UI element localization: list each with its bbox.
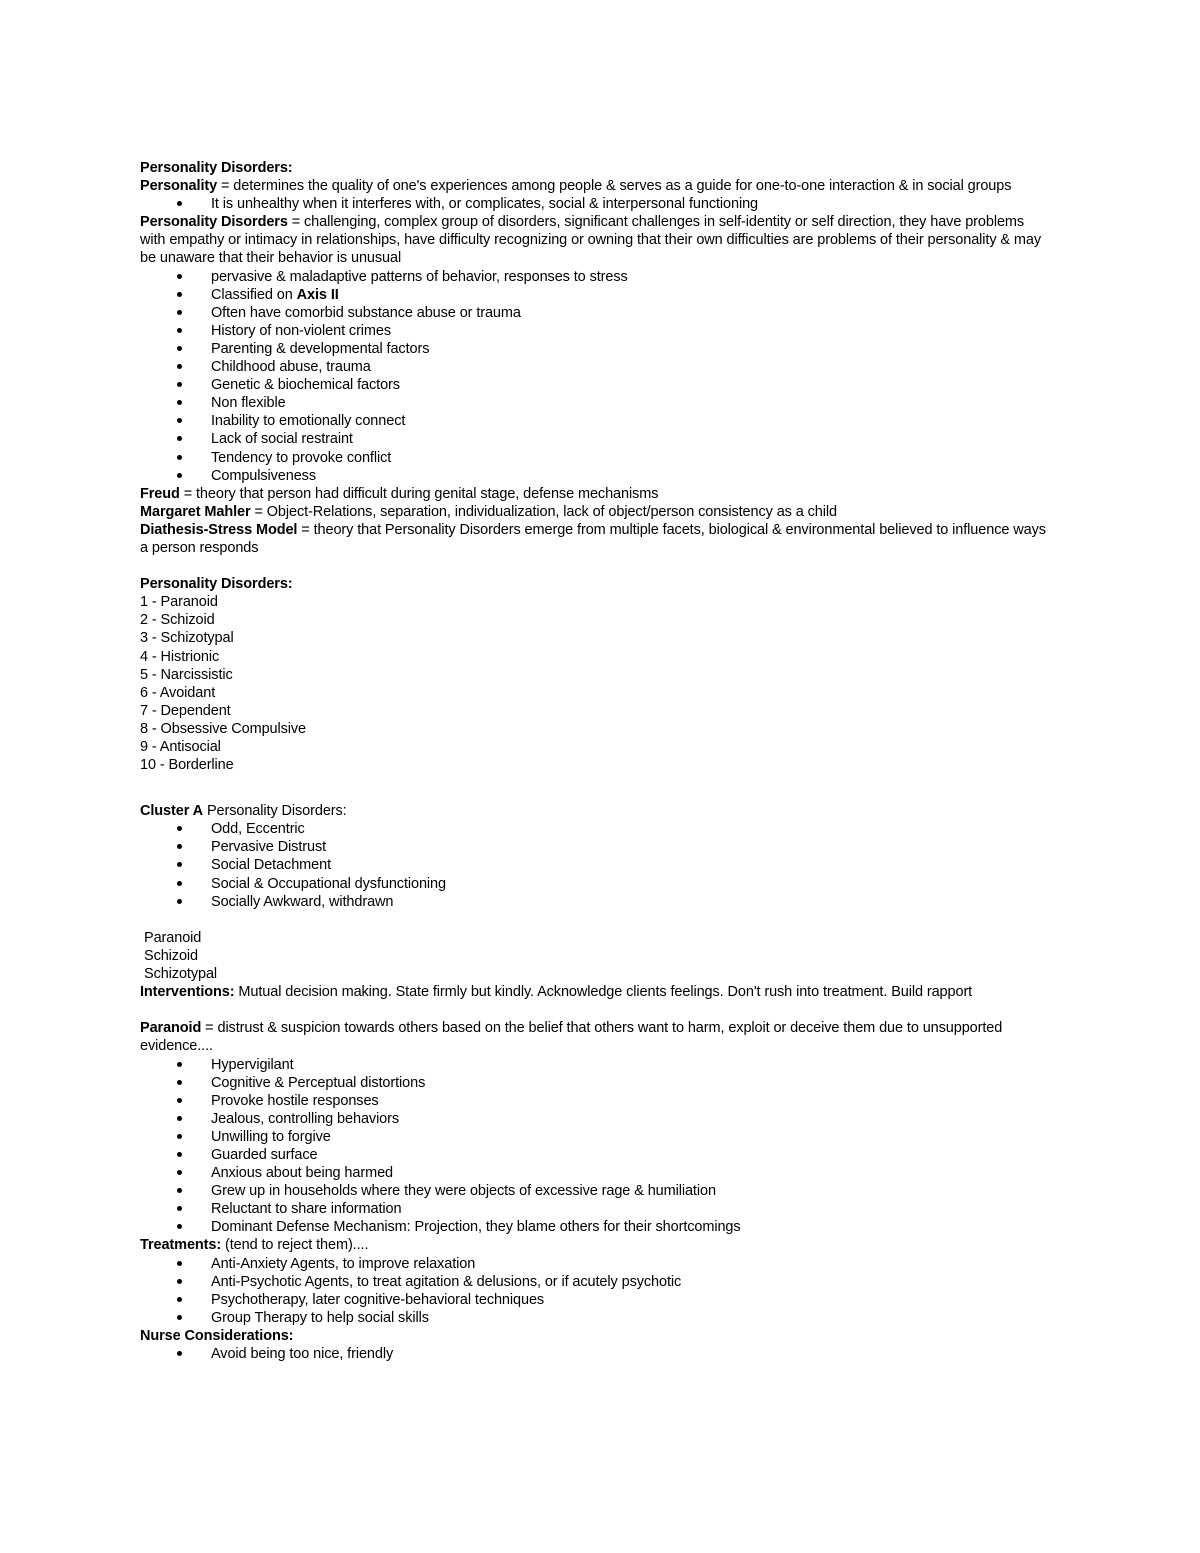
type-item: Paranoid (144, 929, 202, 946)
list-item: Avoid being too nice, friendly (140, 1345, 1050, 1363)
document-page (140, 159, 1050, 1363)
list-item: Provoke hostile responses (140, 1092, 1050, 1110)
list-item (140, 286, 1050, 304)
numbered-item: 3 - Schizotypal (140, 630, 234, 647)
bullet-list (140, 1255, 1050, 1327)
definition-text: Mutual decision making. State firmly but kindly. Acknowledge clients feelings. Don't rush into treatment. Build rapport (234, 984, 973, 1001)
heading-text: Personality Disorders: (203, 803, 347, 820)
list-item: Inability to emotionally connect (140, 412, 1050, 430)
list-item: Socially Awkward, withdrawn (140, 893, 1050, 911)
list-item: Lack of social restraint (140, 430, 1050, 448)
term: Personality Disorders (140, 214, 288, 231)
spacer (140, 911, 1050, 929)
list-item: Cognitive & Perceptual distortions (140, 1074, 1050, 1092)
term: Margaret Mahler (140, 503, 251, 520)
list-item: Jealous, controlling behaviors (140, 1110, 1050, 1128)
numbered-item: 7 - Dependent (140, 702, 231, 719)
list-item: It is unhealthy when it interferes with, or complicates, social & interpersonal functioning (140, 195, 1050, 213)
list-item: Non flexible (140, 394, 1050, 412)
term: Cluster A (140, 803, 204, 820)
definition-paranoid (140, 1019, 1050, 1055)
list-item: Grew up in households where they were objects of excessive rage & humiliation (140, 1182, 1050, 1200)
type-item: Schizotypal (144, 966, 218, 983)
list-item: Anxious about being harmed (140, 1164, 1050, 1182)
list-item: Reluctant to share information (140, 1200, 1050, 1218)
term: Paranoid (140, 1020, 202, 1037)
spacer (140, 774, 1050, 802)
definition-text: = determines the quality of one's experiences among people & serves as a guide for one-to-one interaction & in social groups (217, 178, 1012, 195)
definition-text: = theory that Personality Disorders emerge from multiple facets, biological & environmental believed to influence ways a person responds (140, 521, 1046, 556)
term: Treatments: (140, 1237, 222, 1254)
heading-text: (tend to reject them).... (221, 1237, 369, 1254)
list-item: Hypervigilant (140, 1056, 1050, 1074)
list-item: Odd, Eccentric (140, 820, 1050, 838)
list-item: Guarded surface (140, 1146, 1050, 1164)
bullet-list (140, 1056, 1050, 1237)
list-item: pervasive & maladaptive patterns of behavior, responses to stress (140, 268, 1050, 286)
spacer (140, 557, 1050, 575)
definition-text: = challenging, complex group of disorders, significant challenges in self-identity or self direction, they have problems with empathy or intimacy in relationships, have difficulty recognizing or owning that their own difficulties are problems of their personality & may be unaware that their behavior is unusual (140, 214, 1042, 267)
list-item: Social & Occupational dysfunctioning (140, 875, 1050, 893)
term: Diathesis-Stress Model (140, 521, 298, 538)
definition-mahler (140, 503, 1050, 521)
list-item: Childhood abuse, trauma (140, 358, 1050, 376)
term: Personality (140, 178, 218, 195)
numbered-item: 8 - Obsessive Compulsive (140, 720, 307, 737)
definition-freud (140, 485, 1050, 503)
definition-personality-disorders (140, 213, 1050, 267)
list-item: Often have comorbid substance abuse or trauma (140, 304, 1050, 322)
term: Interventions: (140, 984, 235, 1001)
numbered-item: 6 - Avoidant (140, 684, 216, 701)
numbered-item: 5 - Narcissistic (140, 666, 233, 683)
numbered-item: 1 - Paranoid (140, 594, 218, 611)
list-item-text: Classified on (211, 286, 297, 303)
list-item: Tendency to provoke conflict (140, 449, 1050, 467)
list-item: Group Therapy to help social skills (140, 1309, 1050, 1327)
nurse-considerations-heading: Nurse Considerations: (140, 1327, 294, 1344)
list-item: History of non-violent crimes (140, 322, 1050, 340)
section-heading: Personality Disorders: (140, 160, 293, 176)
list-item: Anti-Anxiety Agents, to improve relaxation (140, 1255, 1050, 1273)
interventions (140, 983, 1050, 1001)
definition-diathesis-stress (140, 521, 1050, 557)
definition-text: = theory that person had difficult during genital stage, defense mechanisms (179, 485, 659, 502)
list-item: Dominant Defense Mechanism: Projection, they blame others for their shortcomings (140, 1218, 1050, 1236)
numbered-item: 4 - Histrionic (140, 648, 220, 665)
treatments-heading (140, 1236, 1050, 1254)
list-item-emphasis: Axis II (296, 286, 339, 303)
cluster-heading (140, 802, 1050, 820)
spacer (140, 1001, 1050, 1019)
bullet-list (140, 268, 1050, 485)
bullet-list (140, 195, 1050, 213)
list-item: Anti-Psychotic Agents, to treat agitation & delusions, or if acutely psychotic (140, 1273, 1050, 1291)
numbered-item: 2 - Schizoid (140, 612, 215, 629)
numbered-item: 10 - Borderline (140, 757, 234, 774)
list-item: Psychotherapy, later cognitive-behavioral techniques (140, 1291, 1050, 1309)
type-item: Schizoid (144, 947, 199, 964)
term: Freud (140, 485, 180, 502)
list-item: Unwilling to forgive (140, 1128, 1050, 1146)
list-item: Social Detachment (140, 856, 1050, 874)
definition-text: = distrust & suspicion towards others based on the belief that others want to harm, exploit or deceive them due to unsupported evidence.... (140, 1020, 1003, 1055)
section-heading: Personality Disorders: (140, 576, 293, 593)
definition-personality (140, 177, 1050, 195)
list-item: Pervasive Distrust (140, 838, 1050, 856)
list-item: Genetic & biochemical factors (140, 376, 1050, 394)
definition-text: = Object-Relations, separation, individualization, lack of object/person consistency as a child (250, 503, 837, 520)
list-item: Compulsiveness (140, 467, 1050, 485)
bullet-list (140, 820, 1050, 910)
bullet-list (140, 1345, 1050, 1363)
list-item: Parenting & developmental factors (140, 340, 1050, 358)
numbered-item: 9 - Antisocial (140, 739, 221, 755)
